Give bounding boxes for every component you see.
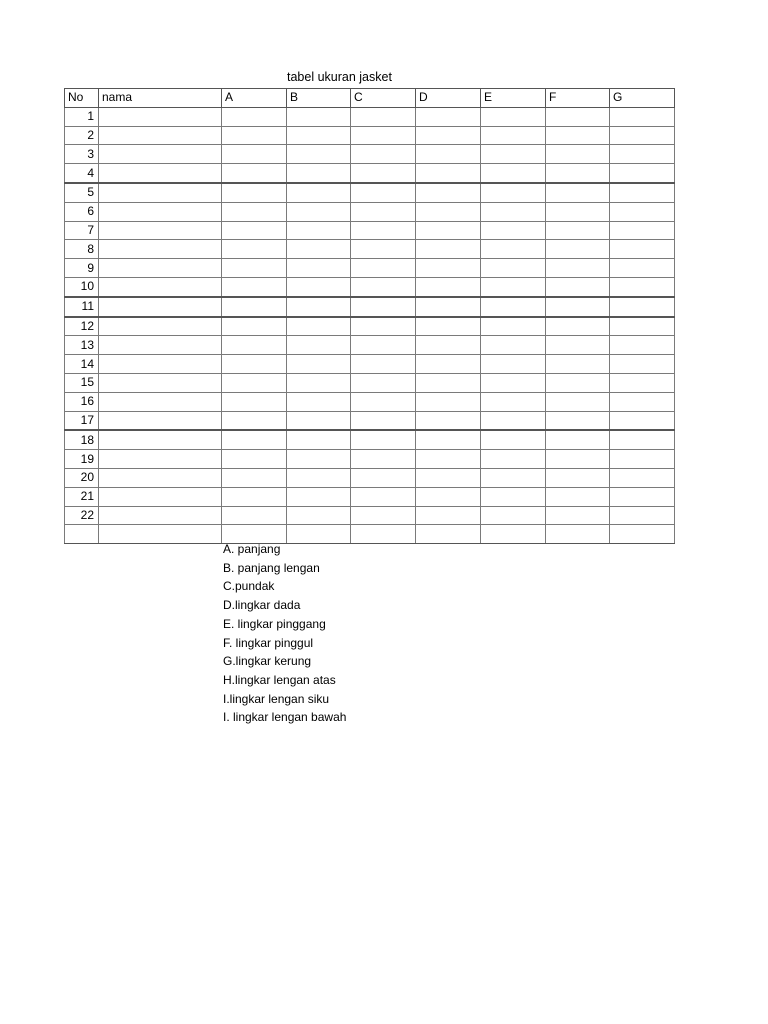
table-cell[interactable] [416, 297, 481, 317]
table-cell[interactable] [287, 297, 351, 317]
table-cell[interactable] [610, 336, 675, 355]
table-cell[interactable] [481, 392, 546, 411]
table-cell[interactable] [99, 240, 222, 259]
header-a: A [222, 89, 287, 108]
table-row [65, 355, 675, 374]
table-cell[interactable] [222, 317, 287, 336]
table-cell[interactable] [416, 107, 481, 126]
table-cell[interactable] [546, 145, 610, 164]
row-number: 13 [65, 336, 99, 355]
table-cell[interactable] [351, 373, 416, 392]
table-cell[interactable] [610, 487, 675, 506]
table-cell[interactable] [99, 183, 222, 202]
table-cell[interactable] [99, 430, 222, 449]
table-cell[interactable] [351, 336, 416, 355]
table-cell[interactable] [546, 411, 610, 430]
table-cell[interactable] [481, 487, 546, 506]
row-number: 9 [65, 259, 99, 278]
table-row [65, 145, 675, 164]
table-row [65, 126, 675, 145]
table-cell[interactable] [222, 277, 287, 296]
table-cell[interactable] [610, 164, 675, 183]
table-cell[interactable] [99, 164, 222, 183]
table-cell[interactable] [416, 392, 481, 411]
table-cell[interactable] [351, 145, 416, 164]
table-cell[interactable] [481, 202, 546, 221]
table-cell[interactable] [610, 468, 675, 487]
table-cell[interactable] [287, 506, 351, 525]
table-cell[interactable] [287, 430, 351, 449]
table-row [65, 411, 675, 430]
table-cell[interactable] [351, 506, 416, 525]
table-cell[interactable] [222, 392, 287, 411]
legend-item: H.lingkar lengan atas [223, 672, 336, 687]
table-cell[interactable] [546, 259, 610, 278]
row-number: 5 [65, 183, 99, 202]
table-cell[interactable] [481, 525, 546, 544]
table-cell[interactable] [416, 277, 481, 296]
table-cell[interactable] [546, 336, 610, 355]
table-cell[interactable] [351, 468, 416, 487]
table-cell[interactable] [546, 297, 610, 317]
table-cell[interactable] [99, 450, 222, 469]
table-cell[interactable] [416, 411, 481, 430]
table-cell[interactable] [222, 468, 287, 487]
table-cell[interactable] [287, 373, 351, 392]
table-cell[interactable] [416, 183, 481, 202]
table-cell[interactable] [481, 506, 546, 525]
table-cell[interactable] [481, 240, 546, 259]
table-cell[interactable] [416, 468, 481, 487]
table-cell[interactable] [416, 259, 481, 278]
table-cell[interactable] [546, 221, 610, 240]
table-row [65, 506, 675, 525]
table-cell[interactable] [546, 487, 610, 506]
table-cell[interactable] [416, 221, 481, 240]
table-cell[interactable] [546, 450, 610, 469]
row-number: 4 [65, 164, 99, 183]
table-cell[interactable] [416, 525, 481, 544]
table-cell[interactable] [610, 355, 675, 374]
legend-item: C.pundak [223, 579, 275, 594]
table-cell[interactable] [416, 506, 481, 525]
table-cell[interactable] [351, 317, 416, 336]
header-nama: nama [99, 89, 222, 108]
table-cell[interactable] [222, 297, 287, 317]
legend-item: F. lingkar pinggul [223, 635, 314, 650]
table-cell[interactable] [351, 411, 416, 430]
legend-item: G.lingkar kerung [223, 654, 312, 669]
table-cell[interactable] [287, 183, 351, 202]
row-number: 15 [65, 373, 99, 392]
table-cell[interactable] [287, 411, 351, 430]
table-cell[interactable] [610, 202, 675, 221]
table-cell[interactable] [222, 373, 287, 392]
table-cell[interactable] [99, 126, 222, 145]
row-number: 19 [65, 450, 99, 469]
table-cell[interactable] [546, 392, 610, 411]
table-cell[interactable] [546, 525, 610, 544]
row-number: 17 [65, 411, 99, 430]
table-row [65, 487, 675, 506]
table-cell[interactable] [222, 164, 287, 183]
table-row [65, 277, 675, 296]
table-cell[interactable] [287, 202, 351, 221]
table-cell[interactable] [351, 221, 416, 240]
header-c: C [351, 89, 416, 108]
table-cell[interactable] [610, 525, 675, 544]
table-cell[interactable] [222, 506, 287, 525]
legend-item: I. lingkar lengan bawah [223, 710, 347, 725]
table-cell[interactable] [99, 277, 222, 296]
table-cell[interactable] [481, 277, 546, 296]
table-cell[interactable] [416, 164, 481, 183]
table-cell[interactable] [610, 221, 675, 240]
table-cell[interactable] [351, 259, 416, 278]
legend-item: I.lingkar lengan siku [223, 691, 330, 706]
row-number: 20 [65, 468, 99, 487]
table-row [65, 240, 675, 259]
header-no: No [65, 89, 99, 108]
header-b: B [287, 89, 351, 108]
table-cell[interactable] [481, 468, 546, 487]
table-row [65, 221, 675, 240]
table-cell[interactable] [610, 297, 675, 317]
table-cell[interactable] [99, 525, 222, 544]
table-cell[interactable] [99, 221, 222, 240]
table-cell[interactable] [222, 240, 287, 259]
table-cell[interactable] [99, 468, 222, 487]
table-cell[interactable] [610, 373, 675, 392]
row-number: 6 [65, 202, 99, 221]
legend-item: D.lingkar dada [223, 598, 301, 613]
table-cell[interactable] [222, 430, 287, 449]
table-cell[interactable] [99, 392, 222, 411]
table-cell[interactable] [99, 336, 222, 355]
table-cell[interactable] [287, 392, 351, 411]
table-cell[interactable] [416, 126, 481, 145]
table-title: tabel ukuran jasket [287, 70, 392, 84]
table-cell[interactable] [222, 107, 287, 126]
table-cell[interactable] [351, 297, 416, 317]
row-number: 2 [65, 126, 99, 145]
table-cell[interactable] [416, 355, 481, 374]
table-cell[interactable] [481, 221, 546, 240]
table-cell[interactable] [99, 373, 222, 392]
table-row [65, 525, 675, 544]
row-number [65, 525, 99, 544]
table-cell[interactable] [481, 107, 546, 126]
table-row [65, 202, 675, 221]
table-cell[interactable] [222, 487, 287, 506]
row-number: 10 [65, 277, 99, 296]
table-cell[interactable] [546, 240, 610, 259]
table-cell[interactable] [287, 450, 351, 469]
row-number: 18 [65, 430, 99, 449]
table-cell[interactable] [287, 240, 351, 259]
table-cell[interactable] [222, 202, 287, 221]
table-cell[interactable] [416, 430, 481, 449]
table-cell[interactable] [287, 259, 351, 278]
table-cell[interactable] [351, 355, 416, 374]
table-cell[interactable] [610, 277, 675, 296]
table-cell[interactable] [222, 145, 287, 164]
table-row [65, 430, 675, 449]
header-g: G [610, 89, 675, 108]
table-cell[interactable] [287, 317, 351, 336]
table-cell[interactable] [99, 355, 222, 374]
table-cell[interactable] [481, 317, 546, 336]
table-cell[interactable] [287, 126, 351, 145]
row-number: 12 [65, 317, 99, 336]
table-cell[interactable] [222, 450, 287, 469]
table-body [65, 107, 675, 543]
row-number: 22 [65, 506, 99, 525]
table-cell[interactable] [351, 126, 416, 145]
table-cell[interactable] [287, 221, 351, 240]
table-cell[interactable] [222, 355, 287, 374]
table-cell[interactable] [610, 107, 675, 126]
table-cell[interactable] [546, 277, 610, 296]
legend-item: B. panjang lengan [223, 560, 320, 575]
table-cell[interactable] [287, 355, 351, 374]
table-cell[interactable] [546, 126, 610, 145]
table-cell[interactable] [416, 202, 481, 221]
table-cell[interactable] [481, 450, 546, 469]
table-cell[interactable] [287, 145, 351, 164]
table-cell[interactable] [546, 183, 610, 202]
table-cell[interactable] [99, 107, 222, 126]
table-cell[interactable] [287, 336, 351, 355]
table-cell[interactable] [222, 183, 287, 202]
table-cell[interactable] [610, 450, 675, 469]
table-cell[interactable] [546, 317, 610, 336]
table-cell[interactable] [287, 468, 351, 487]
table-cell[interactable] [481, 126, 546, 145]
table-row [65, 373, 675, 392]
table-cell[interactable] [351, 202, 416, 221]
table-cell[interactable] [610, 411, 675, 430]
table-cell[interactable] [351, 525, 416, 544]
table-cell[interactable] [416, 240, 481, 259]
table-cell[interactable] [99, 259, 222, 278]
table-cell[interactable] [99, 411, 222, 430]
table-row [65, 336, 675, 355]
header-f: F [546, 89, 610, 108]
table-cell[interactable] [416, 145, 481, 164]
size-table [64, 88, 675, 544]
table-cell[interactable] [610, 259, 675, 278]
table-row [65, 259, 675, 278]
table-cell[interactable] [546, 430, 610, 449]
table-cell[interactable] [416, 317, 481, 336]
table-cell[interactable] [351, 487, 416, 506]
table-cell[interactable] [481, 183, 546, 202]
table-cell[interactable] [546, 355, 610, 374]
table-row [65, 164, 675, 183]
table-cell[interactable] [610, 506, 675, 525]
table-cell[interactable] [351, 430, 416, 449]
table-cell[interactable] [546, 202, 610, 221]
table-cell[interactable] [222, 336, 287, 355]
table-cell[interactable] [287, 277, 351, 296]
table-cell[interactable] [351, 277, 416, 296]
legend-item: A. panjang [223, 542, 281, 556]
table-row [65, 450, 675, 469]
table-cell[interactable] [222, 126, 287, 145]
row-number: 21 [65, 487, 99, 506]
table-cell[interactable] [610, 392, 675, 411]
header-row [65, 89, 675, 108]
table-cell[interactable] [481, 297, 546, 317]
table-cell[interactable] [546, 164, 610, 183]
table-cell[interactable] [610, 145, 675, 164]
table-cell[interactable] [351, 450, 416, 469]
table-cell[interactable] [610, 183, 675, 202]
table-cell[interactable] [416, 373, 481, 392]
row-number: 11 [65, 297, 99, 317]
table-cell[interactable] [222, 411, 287, 430]
table-cell[interactable] [416, 487, 481, 506]
table-row [65, 317, 675, 336]
table-row [65, 392, 675, 411]
table-cell[interactable] [351, 240, 416, 259]
legend-item: E. lingkar pinggang [223, 616, 326, 631]
table-cell[interactable] [481, 430, 546, 449]
table-cell[interactable] [222, 221, 287, 240]
table-row [65, 468, 675, 487]
table-cell[interactable] [287, 107, 351, 126]
table-row [65, 297, 675, 317]
table-cell[interactable] [481, 373, 546, 392]
table-cell[interactable] [99, 202, 222, 221]
table-cell[interactable] [546, 373, 610, 392]
table-cell[interactable] [351, 164, 416, 183]
table-cell[interactable] [610, 240, 675, 259]
table-cell[interactable] [546, 107, 610, 126]
table-cell[interactable] [481, 411, 546, 430]
table-cell[interactable] [416, 336, 481, 355]
table-cell[interactable] [351, 183, 416, 202]
column-legend [223, 540, 346, 727]
table-cell[interactable] [222, 259, 287, 278]
row-number: 7 [65, 221, 99, 240]
row-number: 16 [65, 392, 99, 411]
table-cell[interactable] [99, 317, 222, 336]
table-cell[interactable] [610, 126, 675, 145]
header-e: E [481, 89, 546, 108]
table-cell[interactable] [481, 164, 546, 183]
row-number: 14 [65, 355, 99, 374]
table-cell[interactable] [610, 430, 675, 449]
table-cell[interactable] [287, 164, 351, 183]
table-cell[interactable] [481, 355, 546, 374]
table-cell[interactable] [99, 487, 222, 506]
table-cell[interactable] [351, 392, 416, 411]
table-cell[interactable] [546, 468, 610, 487]
table-row [65, 183, 675, 202]
table-cell[interactable] [351, 107, 416, 126]
table-cell[interactable] [99, 506, 222, 525]
table-cell[interactable] [481, 145, 546, 164]
table-cell[interactable] [99, 297, 222, 317]
table-row [65, 107, 675, 126]
table-cell[interactable] [99, 145, 222, 164]
row-number: 8 [65, 240, 99, 259]
table-cell[interactable] [287, 487, 351, 506]
table-cell[interactable] [416, 450, 481, 469]
row-number: 1 [65, 107, 99, 126]
header-d: D [416, 89, 481, 108]
table-cell[interactable] [481, 259, 546, 278]
table-cell[interactable] [481, 336, 546, 355]
table-cell[interactable] [546, 506, 610, 525]
table-cell[interactable] [610, 317, 675, 336]
row-number: 3 [65, 145, 99, 164]
